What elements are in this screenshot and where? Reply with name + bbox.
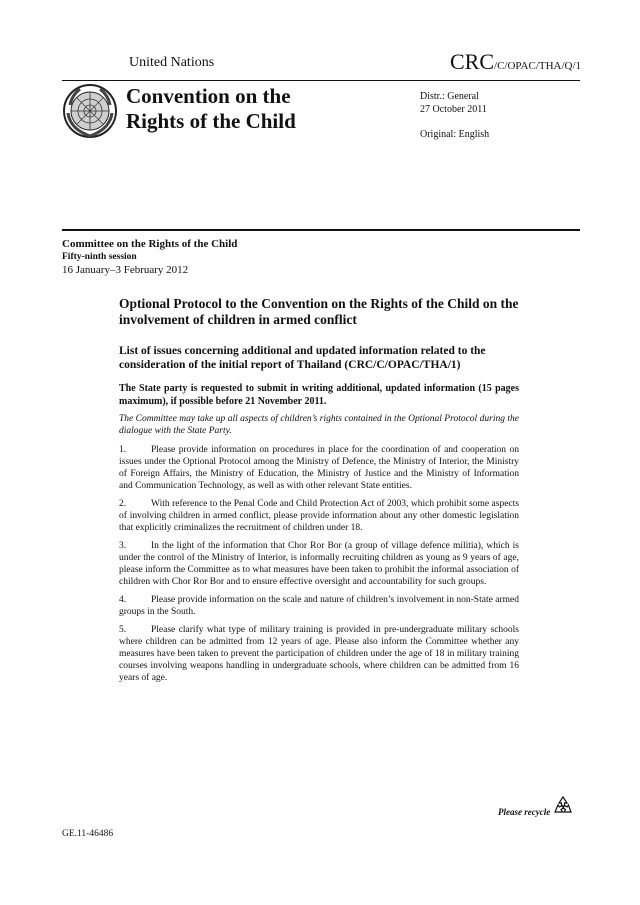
session-dates: 16 January–3 February 2012 [62, 264, 189, 276]
distribution: Distr.: General [420, 91, 479, 102]
original-language: Original: English [420, 129, 490, 140]
un-emblem-icon [62, 83, 118, 139]
committee-name: Committee on the Rights of the Child [62, 238, 238, 250]
paragraph-1 [119, 444, 519, 492]
document-subheading: List of issues concerning additional and updated information related to the consideration of the initial report of Thailand (CRC/C/OPAC/THA/1) [119, 345, 486, 371]
paragraph-text: With reference to the Penal Code and Child Protection Act of 2003, which prohibit some aspects of involving children in armed conflict, please provide information about any other domestic legislation that explicitly criminalizes the recruitment of children under 18. [119, 499, 519, 533]
document-body [119, 296, 519, 690]
paragraph-text: Please provide information on the scale and nature of children’s involvement in non-State armed groups in the South. [119, 595, 519, 617]
header-rule [62, 80, 580, 81]
document-date: 27 October 2011 [420, 104, 487, 115]
paragraph-number: 5. [119, 625, 127, 635]
title-line-2: Rights of the Child [126, 109, 296, 133]
recycle-notice [498, 795, 574, 817]
request-statement: The State party is requested to submit in writing additional, updated information (15 pages maximum), if possible before 21 November 2011. [119, 383, 519, 407]
organization-name: United Nations [129, 55, 215, 70]
distribution-block [420, 90, 489, 141]
paragraph-number: 1. [119, 445, 127, 455]
document-symbol [450, 49, 581, 75]
paragraph-text: In the light of the information that Chor Ror Bor (a group of village defence militia), which is under the control of the Ministry of Interior, is informally recruiting children as young as 9 years of age, please inform the Committee as to what measures have been taken to prohibit the informal association of children with Chor Ror Bor and to ensure effective oversight and accountability for such groups. [119, 541, 519, 587]
job-number: GE.11-46486 [62, 829, 114, 839]
paragraph-number: 4. [119, 595, 127, 605]
title-line-1: Convention on the [126, 84, 291, 108]
paragraph-text: Please provide information on procedures in place for the coordination of and cooperation on issues under the Optional Protocol among the Ministry of Defence, the Ministry of Interior, the Ministry of Foreign Affairs, the Ministry of Education, the Ministry of Justice and the Ministry of Information and Communication Technology, as well as with other relevant State entities. [119, 445, 519, 491]
symbol-main: CRC [450, 49, 495, 74]
session: Fifty-ninth session [62, 252, 137, 262]
convention-title [126, 84, 296, 134]
recycle-label: Please recycle [498, 807, 551, 817]
paragraph-text: Please clarify what type of military training is provided in pre-undergraduate military schools where children can be admitted from 12 years of age. Please also inform the Committee whether any measures have been taken to prevent the participation of children under the age of 18 in military training courses involving weapons handling in undergraduate schools, where children can be admitted from 16 years of age. [119, 625, 519, 683]
recycle-icon [552, 795, 574, 817]
symbol-suffix: /C/OPAC/THA/Q/1 [494, 60, 582, 72]
paragraph-number: 3. [119, 541, 127, 551]
section-rule [62, 229, 580, 231]
paragraph-4 [119, 594, 519, 618]
committee-note: The Committee may take up all aspects of children’s rights contained in the Optional Protocol during the dialogue with the State Party. [119, 414, 519, 436]
document-heading: Optional Protocol to the Convention on the Rights of the Child on the involvement of children in armed conflict [119, 296, 519, 327]
paragraph-3 [119, 540, 519, 588]
paragraph-2 [119, 498, 519, 534]
committee-block [62, 238, 237, 277]
paragraph-5 [119, 624, 519, 684]
paragraph-number: 2. [119, 499, 127, 509]
